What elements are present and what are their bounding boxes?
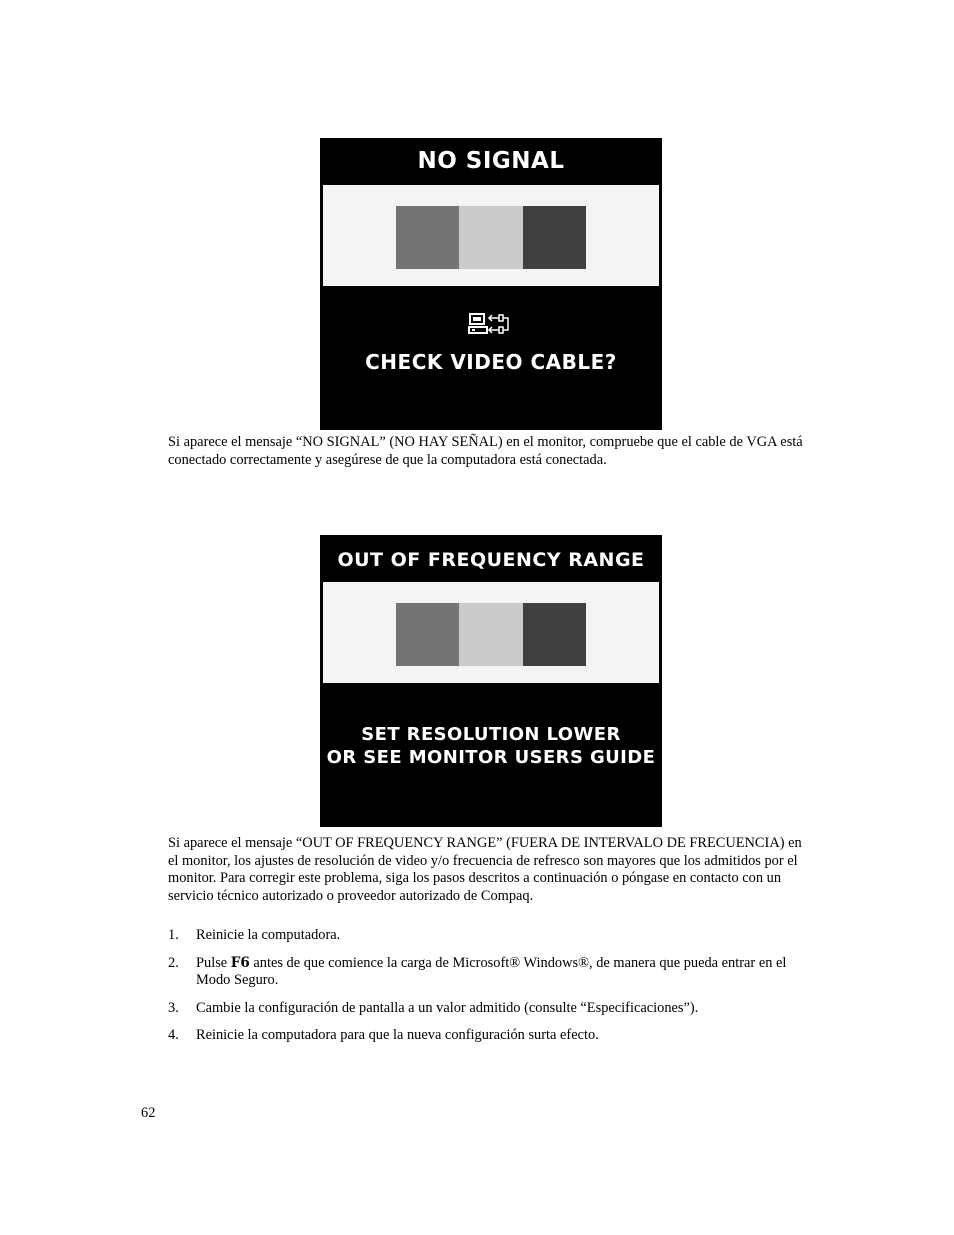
list-item <box>168 927 808 945</box>
video-cable-connection-icon <box>468 312 514 336</box>
step-number: 4. <box>168 1027 179 1043</box>
list-item <box>168 955 808 990</box>
gray-swatches <box>396 206 586 269</box>
osd-message-line-1: SET RESOLUTION LOWER <box>361 724 621 745</box>
light-gray-swatch <box>459 206 522 269</box>
step-text: Reinicie la computadora para que la nueva configuración surta efecto. <box>196 1027 599 1043</box>
no-signal-osd <box>320 138 662 430</box>
page-number: 62 <box>141 1105 156 1121</box>
step-number: 1. <box>168 927 179 943</box>
step-text: Reinicie la computadora. <box>196 927 341 943</box>
osd-title: NO SIGNAL <box>417 148 565 174</box>
step-text-pre: Pulse <box>196 954 231 971</box>
list-item <box>168 1027 808 1045</box>
medium-gray-swatch <box>396 206 459 269</box>
step-number: 2. <box>168 954 179 971</box>
fix-steps-list <box>168 927 808 1055</box>
dark-gray-swatch <box>523 603 586 666</box>
dark-gray-swatch <box>523 206 586 269</box>
osd-message: CHECK VIDEO CABLE? <box>365 350 617 374</box>
key-name: F6 <box>230 954 250 971</box>
no-signal-explanation: Si aparece el mensaje “NO SIGNAL” (NO HAY SEÑAL) en el monitor, compruebe que el cable de VGA está conectado correctamente y asegúrese de que la computadora está conectada. <box>168 434 803 468</box>
color-test-band <box>323 582 659 683</box>
medium-gray-swatch <box>396 603 459 666</box>
out-of-range-osd <box>320 535 662 827</box>
light-gray-swatch <box>459 603 522 666</box>
osd-message-line-2: OR SEE MONITOR USERS GUIDE <box>326 747 656 768</box>
step-number: 3. <box>168 999 179 1016</box>
osd-title: OUT OF FREQUENCY RANGE <box>337 549 645 571</box>
list-item <box>168 1000 808 1018</box>
step-text: Cambie la configuración de pantalla a un valor admitido (consulte “Especificaciones”). <box>196 999 699 1016</box>
gray-swatches <box>396 603 586 666</box>
osd-message <box>320 723 662 769</box>
step-text-post: antes de que comience la carga de Microsoft® Windows®, de manera que pueda entrar en el Modo Seguro. <box>196 954 787 988</box>
out-of-range-explanation: Si aparece el mensaje “OUT OF FREQUENCY RANGE” (FUERA DE INTERVALO DE FRECUENCIA) en el monitor, los ajustes de resolución de video y/o frecuencia de refresco son mayores que los admitidos por el monitor. Para corregir este problema, siga los pasos descritos a continuación o póngase en contacto con un servicio técnico autorizado o proveedor autorizado de Compaq. <box>168 835 802 904</box>
color-test-band <box>323 185 659 286</box>
